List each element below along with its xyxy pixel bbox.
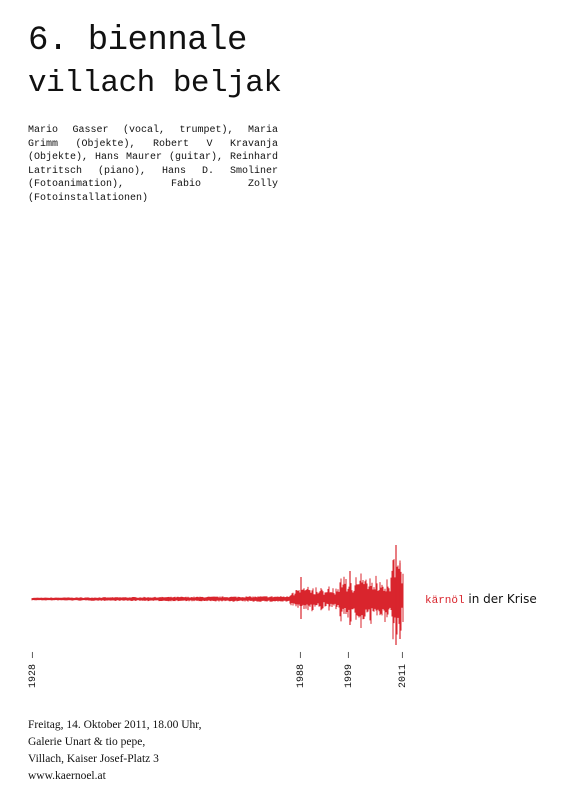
waveform-lines	[32, 545, 403, 645]
year-label-1999: 1999 —	[344, 651, 355, 688]
event-venue: Galerie Unart & tio pepe,	[28, 736, 146, 748]
event-address: Villach, Kaiser Josef-Platz 3	[28, 753, 159, 765]
event-date: Freitag, 14. Oktober 2011, 18.00 Uhr,	[28, 719, 202, 731]
title-line-1: 6. biennale	[28, 22, 247, 60]
year-label-1928: 1928 —	[28, 651, 39, 688]
brand-name: kärnöl	[425, 595, 465, 607]
waveform-graphic	[0, 535, 420, 655]
title-line-2: villach beljak	[28, 66, 282, 101]
event-info	[28, 717, 202, 785]
year-label-2011: 2011 —	[398, 651, 409, 688]
event-website[interactable]: www.kaernoel.at	[28, 770, 106, 782]
year-label-1988: 1988 —	[296, 651, 307, 688]
brand-label	[425, 592, 537, 607]
credits-text: Mario Gasser (vocal, trumpet), Maria Grimm (Objekte), Robert V Kravanja (Objekte), Hans Maurer (guitar), Reinhard Latritsch (piano), Hans D. Smoliner (Fotoanimation), Fabio Zolly (Fotoinstallationen)	[28, 125, 278, 204]
brand-tagline: in der Krise	[464, 592, 537, 606]
